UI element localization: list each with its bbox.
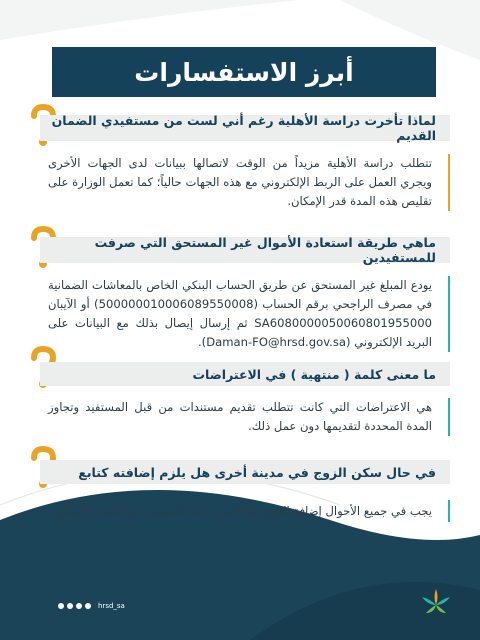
social-links [58,602,125,610]
answer-2: يودع المبلغ غير المستحق عن طريق الحساب البنكي الخاص بالمعاشات الضمانية في مصرف الراجحي برقم الحساب (500000010006089550008) أو الآيبان SA6080000050060801955000 ثم إرسال إيصال بذلك مع البيانات على البريد الإلكتروني (Daman-FO@hrsd.gov.sa). [40,276,450,352]
question-1: لماذا تأخرت دراسة الأهلية رغم أني لست من مستفيدي الضمان القديم [40,115,450,141]
social-icon[interactable] [85,603,91,609]
social-icon[interactable] [67,603,73,609]
answer-3: هي الاعتراضات التي كانت تتطلب تقديم مستندات من قبل المستفيد وتجاوز المدة المحددة لتقديمها دون عمل ذلك. [40,398,450,436]
answer-4: يجب في جميع الأحوال إضافة الزوج مع الأسرة أثناء التسجيل في النظام المطور. [40,500,450,522]
social-handle: hrsd_sa [98,602,125,610]
social-icon[interactable] [76,603,82,609]
ministry-logo-icon [416,585,456,621]
social-icon[interactable] [58,603,64,609]
question-2: ماهي طريقة استعادة الأموال غير المستحق التي صرفت للمستفيدين [40,237,450,263]
question-4: في حال سكن الزوج في مدينة أخرى هل يلزم إضافته كتابع [40,460,450,484]
page-title: أبرز الاستفسارات [52,47,436,97]
question-3: ما معنى كلمة ( منتهية ) في الاعتراضات [40,362,450,386]
answer-1: تتطلب دراسة الأهلية مزيداً من الوقت لاتصالها ببيانات لدى الجهات الأخرى ويجري العمل على الربط الإلكتروني مع هذه الجهات حالياً؛ كما تعمل الوزارة على تقليص هذه المدة قدر الإمكان. [40,154,450,211]
